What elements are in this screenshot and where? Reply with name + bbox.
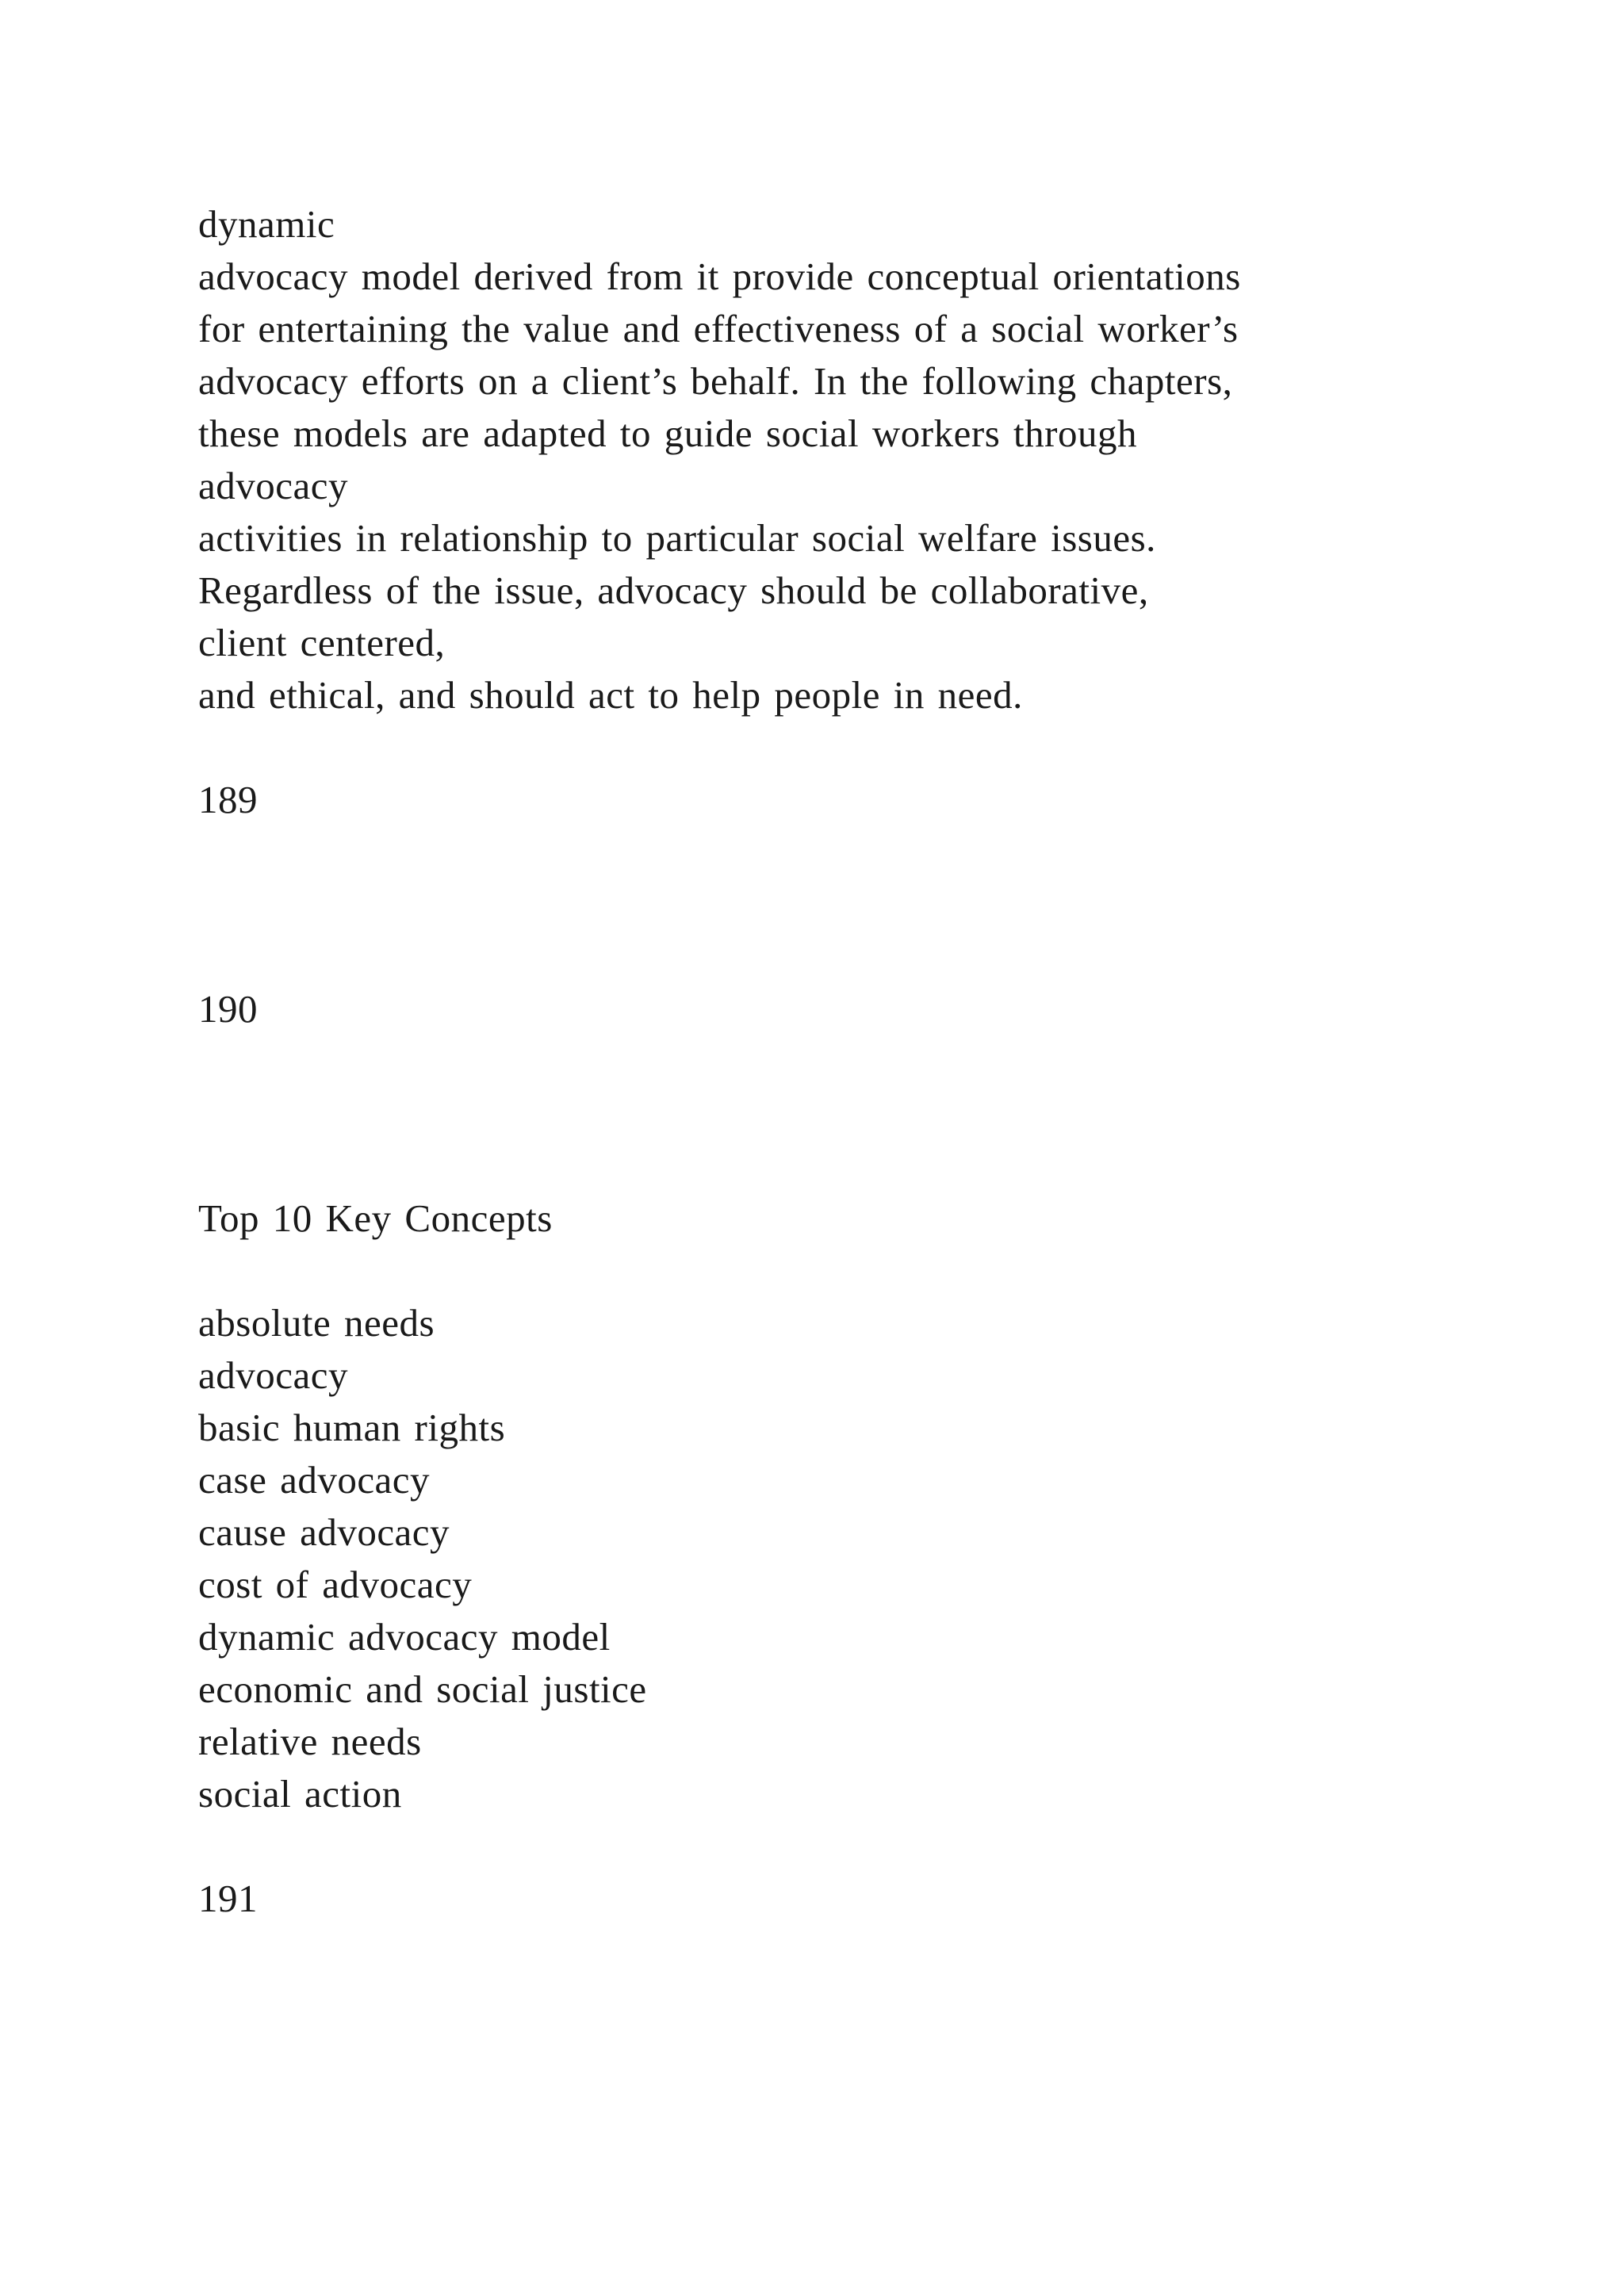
- page-number: 191: [198, 1877, 258, 1920]
- list-item: relative needs: [198, 1720, 422, 1763]
- paragraph-line: advocacy efforts on a client’s behalf. In the following chapters,: [198, 359, 1233, 403]
- paragraph-line: activities in relationship to particular social welfare issues.: [198, 516, 1156, 560]
- page-number: 189: [198, 778, 258, 821]
- paragraph-line: advocacy: [198, 464, 348, 507]
- paragraph-line: dynamic: [198, 202, 335, 246]
- list-item: dynamic advocacy model: [198, 1615, 611, 1659]
- paragraph-line: these models are adapted to guide social workers through: [198, 411, 1137, 455]
- list-item: economic and social justice: [198, 1667, 647, 1711]
- paragraph-line: for entertaining the value and effectiveness of a social worker’s: [198, 307, 1239, 350]
- list-item: cost of advocacy: [198, 1563, 473, 1606]
- paragraph-line: client centered,: [198, 621, 446, 664]
- list-item: absolute needs: [198, 1301, 435, 1345]
- list-item: advocacy: [198, 1353, 348, 1397]
- list-item: case advocacy: [198, 1458, 431, 1502]
- list-item: basic human rights: [198, 1406, 506, 1449]
- page-number: 190: [198, 987, 258, 1031]
- paragraph-line: and ethical, and should act to help people in need.: [198, 673, 1023, 717]
- paragraph-line: advocacy model derived from it provide conceptual orientations: [198, 254, 1241, 298]
- paragraph-line: Regardless of the issue, advocacy should be collaborative,: [198, 568, 1149, 612]
- section-heading: Top 10 Key Concepts: [198, 1196, 553, 1240]
- list-item: social action: [198, 1772, 402, 1816]
- list-item: cause advocacy: [198, 1510, 450, 1554]
